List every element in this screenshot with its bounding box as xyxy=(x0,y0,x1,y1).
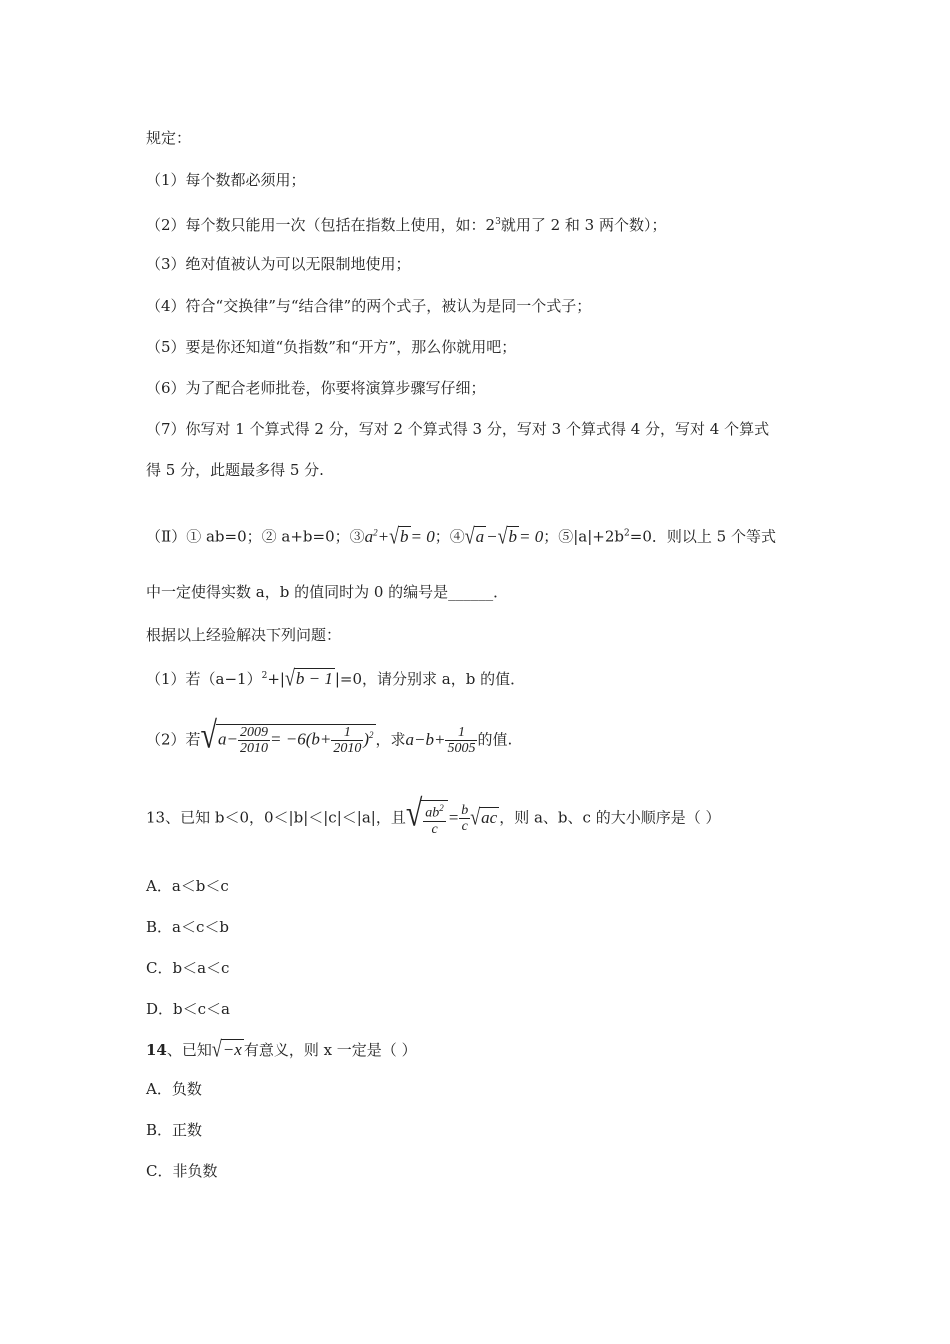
rule-7-line1: （7）你写对 1 个算式得 2 分，写对 2 个算式得 3 分，写对 3 个算式得 4 分，写对 4 个算式 xyxy=(146,420,770,438)
q13-option-c: C．b＜a＜c xyxy=(146,959,230,977)
equation-3: $a^2+√b = 0$ xyxy=(364,523,435,549)
rule-4: （4）符合“交换律”与“结合律”的两个式子，被认为是同一个式子； xyxy=(146,297,592,315)
radical-sign-icon: √ xyxy=(389,523,399,549)
rule-1: （1）每个数都必须用； xyxy=(146,171,306,189)
solve-heading: 根据以上经验解决下列问题： xyxy=(146,626,342,644)
q13-option-d: D．b＜c＜a xyxy=(146,1000,230,1018)
part2-question: 中一定使得实数 a，b 的值同时为 0 的编号是______． xyxy=(146,583,509,601)
radical-sign-icon: √ xyxy=(470,804,481,830)
solve-q2: （2）若√a− $\frac{2009}{2010}$ = −6(b+ $\frac{1}{2010}$ )$^2$ ，求a−b+ $\frac{1}{5005}$ 的值. xyxy=(146,714,513,757)
radical-sign-icon: √ xyxy=(464,523,475,549)
rule-7-line2: 得 5 分，此题最多得 5 分. xyxy=(146,461,324,479)
radical-sign-icon: √ xyxy=(200,714,218,756)
rule-5: （5）要是你还知道“负指数”和“开方”，那么你就用吧； xyxy=(146,338,517,356)
radical-sign-icon: √ xyxy=(497,523,508,549)
rules-heading: 规定： xyxy=(146,129,192,147)
rule-6: （6）为了配合老师批卷，你要将演算步骤写仔细； xyxy=(146,379,486,397)
rule-2: （2）每个数只能用一次（包括在指数上使用，如：$2^3$就用了 2 和 3 两个数）； xyxy=(146,216,667,234)
solve-q1: （1）若$(a-1)^2+|√b - 1$ |=0，请分别求 a，b 的值． xyxy=(146,665,526,691)
q13-option-b: B．a＜c＜b xyxy=(146,918,229,936)
q14-option-b: B．正数 xyxy=(146,1121,203,1139)
q13-option-a: A．a＜b＜c xyxy=(146,877,229,895)
q14-option-a: A．负数 xyxy=(146,1080,202,1098)
equation-4: √a −√b = 0 xyxy=(464,523,544,549)
q13-stem: 13、已知 b＜0，0＜|b|＜|c|＜|a|，且√ $\frac{ab^2}{c}$ = $\frac{b}{c}$ √ac ，则 a、b、c 的大小顺序是（ ） xyxy=(146,792,721,837)
part2-equations: （Ⅱ）① ab=0；② a+b=0；$③a^2+√b = 0$；④√a −√b = 0；$⑤|a|+2b^2=0$．则以上 5 个等式 xyxy=(146,523,776,549)
q14-stem: 14、已知√−x 有意义，则 x 一定是（ ） xyxy=(146,1036,417,1062)
radical-sign-icon: √ xyxy=(284,665,295,691)
rule-3: （3）绝对值被认为可以无限制地使用； xyxy=(146,255,411,273)
radical-sign-icon: √ xyxy=(211,1036,222,1062)
q14-option-c: C．非负数 xyxy=(146,1162,218,1180)
radical-sign-icon: √ xyxy=(405,792,423,834)
